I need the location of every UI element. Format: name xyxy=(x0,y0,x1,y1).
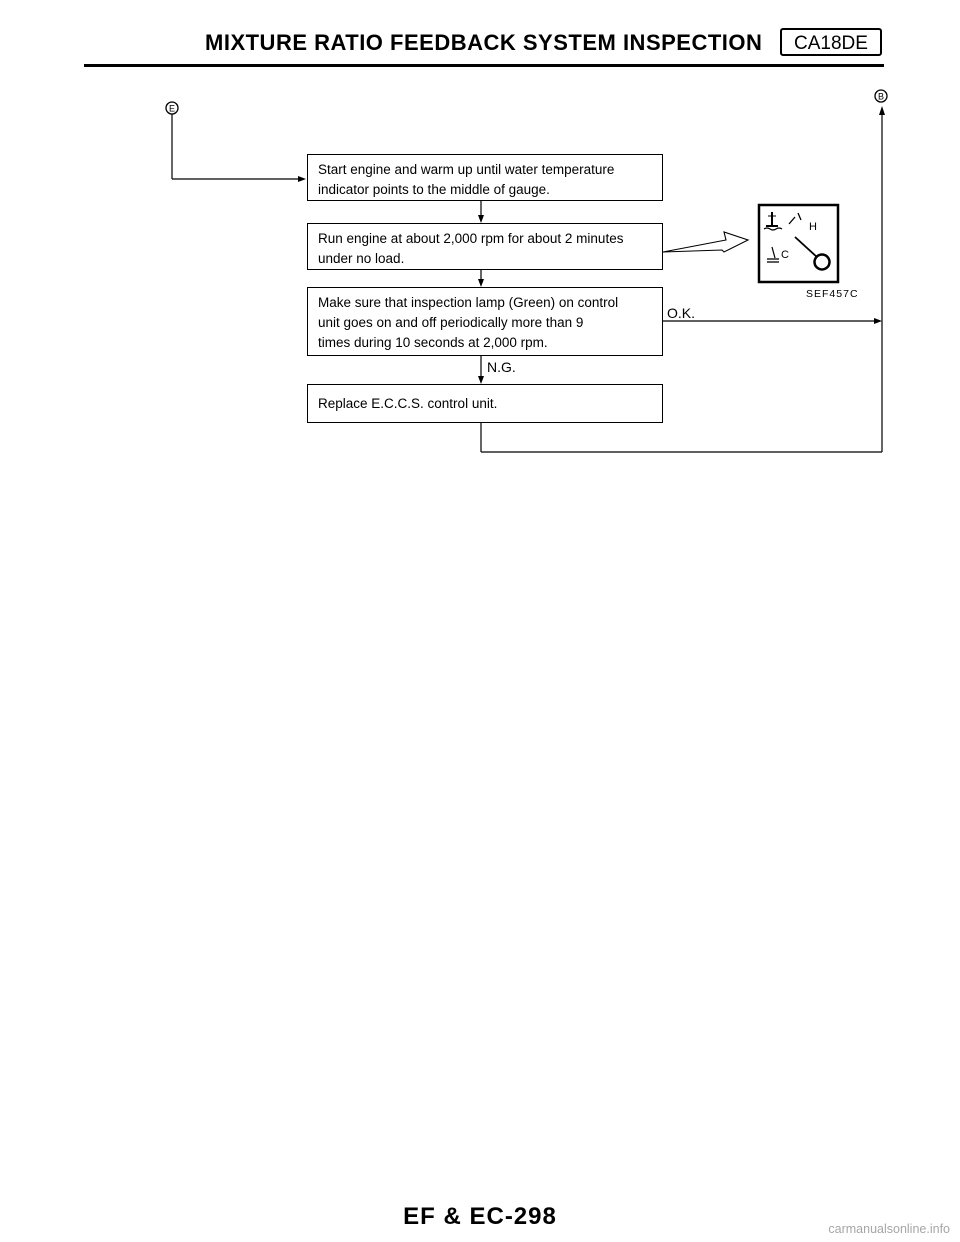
step-box-4 xyxy=(307,384,663,423)
step-box-1 xyxy=(307,154,663,201)
step-1-line-2: indicator points to the middle of gauge. xyxy=(318,182,550,197)
entry-line xyxy=(172,114,306,182)
gauge-cold-label: C xyxy=(781,249,789,261)
step-2-line-2: under no load. xyxy=(318,251,405,266)
ok-path-line xyxy=(663,318,882,324)
arrow-step3-to-step4 xyxy=(478,356,484,384)
step-box-3 xyxy=(307,287,663,356)
page-number: EF & EC-298 xyxy=(403,1203,557,1230)
step-3-line-2: unit goes on and off periodically more than 9 xyxy=(318,315,584,330)
exit-connector-label: B xyxy=(877,91,885,102)
step-3-line-1: Make sure that inspection lamp (Green) on control xyxy=(318,295,619,310)
temperature-gauge-icon xyxy=(759,205,838,282)
gauge-pointer-arrow xyxy=(663,232,748,252)
step-box-2 xyxy=(307,223,663,270)
entry-connector-label: E xyxy=(168,103,176,114)
step-1-line-1: Start engine and warm up until water temperature xyxy=(318,162,615,177)
watermark: carmanualsonline.info xyxy=(828,1222,950,1236)
arrow-step1-to-step2 xyxy=(478,200,484,223)
exit-connector xyxy=(875,90,887,102)
step-3-line-3: times during 10 seconds at 2,000 rpm. xyxy=(318,335,548,350)
entry-connector xyxy=(166,102,178,114)
step-2-line-1: Run engine at about 2,000 rpm for about 2 minutes xyxy=(318,231,624,246)
figure-code: SEF457C xyxy=(806,288,859,300)
arrow-step2-to-step3 xyxy=(478,270,484,287)
gauge-hot-label: H xyxy=(809,221,817,233)
ng-label: N.G. xyxy=(487,359,516,375)
ok-label: O.K. xyxy=(667,305,696,321)
page-title: MIXTURE RATIO FEEDBACK SYSTEM INSPECTION xyxy=(205,30,763,55)
model-badge: CA18DE xyxy=(780,28,882,56)
step-4-line-1: Replace E.C.C.S. control unit. xyxy=(318,396,498,411)
